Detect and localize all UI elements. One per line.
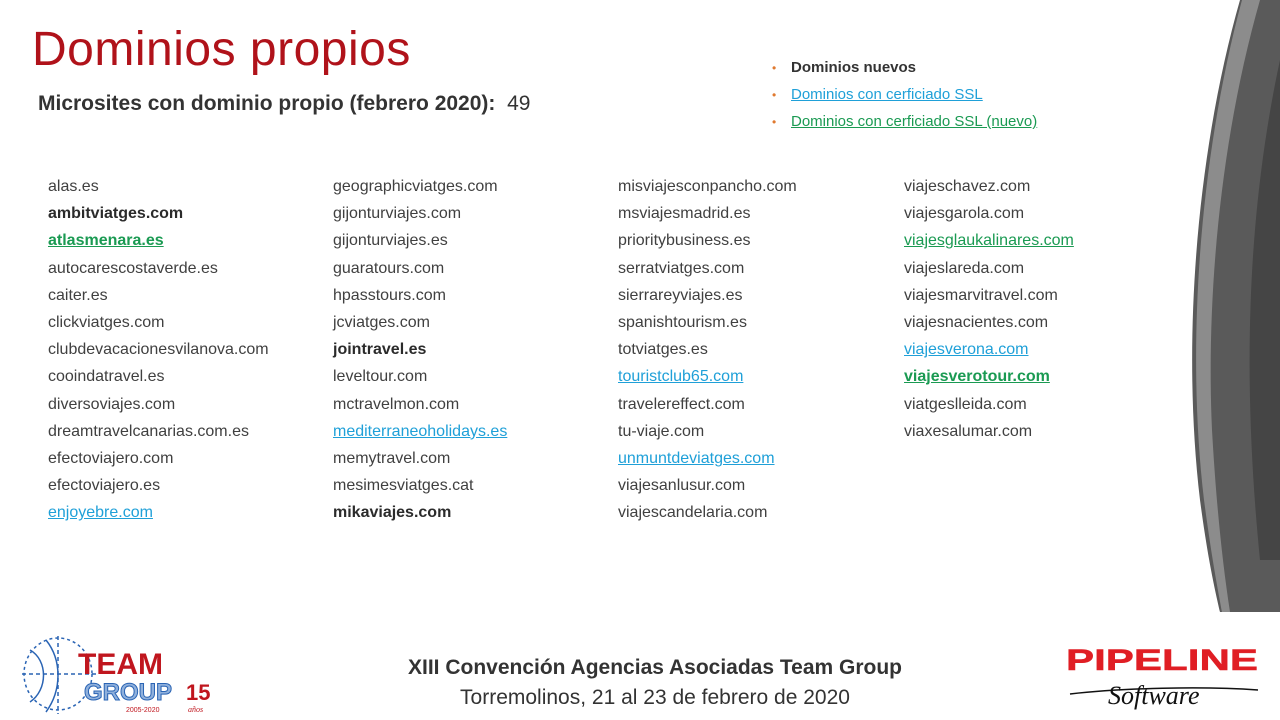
event-place-date: Torremolinos, 21 al 23 de febrero de 2020 xyxy=(460,686,850,709)
legend xyxy=(772,58,1037,139)
legend-item-new xyxy=(772,58,1037,85)
domain-link-ssl[interactable]: touristclub65.com xyxy=(618,368,744,386)
domain-item: caiter.es xyxy=(48,286,108,304)
domain-item: totviatges.es xyxy=(618,341,708,359)
domain-item: leveltour.com xyxy=(333,368,428,386)
domain-item: dreamtravelcanarias.com.es xyxy=(48,422,249,440)
domain-item: viajesgarola.com xyxy=(904,205,1025,223)
domain-item-new: mikaviajes.com xyxy=(333,504,452,522)
domain-item: hpasstours.com xyxy=(333,286,446,304)
domain-item: diversoviajes.com xyxy=(48,395,176,413)
domain-item: viajesanlusur.com xyxy=(618,477,746,495)
domain-link-ssl[interactable]: unmuntdeviatges.com xyxy=(618,449,775,467)
anniversary-years: 2005-2020 xyxy=(126,707,160,714)
domain-item-new: jointravel.es xyxy=(333,341,427,359)
domain-item: viatgeslleida.com xyxy=(904,395,1027,413)
microsites-count: 49 xyxy=(507,92,531,115)
microsites-colon: : xyxy=(488,92,496,115)
domain-item: sierrareyviajes.es xyxy=(618,286,743,304)
anniversary-number: 15 xyxy=(186,680,211,705)
pipeline-word: PIPELINE xyxy=(1066,644,1258,677)
software-word: Software xyxy=(1108,681,1200,710)
decorative-corner-swoosh xyxy=(1170,0,1280,612)
domain-item: guaratours.com xyxy=(333,259,445,277)
legend-item-ssl xyxy=(772,85,1037,112)
domain-item: viajesmarvitravel.com xyxy=(904,286,1058,304)
domain-item: efectoviajero.com xyxy=(48,449,174,467)
domain-link-ssl[interactable]: enjoyebre.com xyxy=(48,504,153,522)
legend-label-new: Dominios nuevos xyxy=(791,59,917,76)
domain-item: viajescandelaria.com xyxy=(618,504,768,522)
domain-item: efectoviajero.es xyxy=(48,477,161,495)
group-word: GROUP xyxy=(84,679,173,706)
domain-link-ssl-new[interactable]: viajesverotour.com xyxy=(904,368,1050,386)
anniversary-anos: años xyxy=(188,705,204,714)
domain-link-ssl[interactable]: viajesglaukalinares.com xyxy=(904,232,1074,250)
legend-label-ssl[interactable]: Dominios con cerficiado SSL xyxy=(791,86,983,103)
domain-item: clubdevacacionesvilanova.com xyxy=(48,341,269,359)
domain-item: clickviatges.com xyxy=(48,313,165,331)
legend-label-ssl-new[interactable]: Dominios con cerficiado SSL (nuevo) xyxy=(791,113,1038,130)
domain-item: mesimesviatges.cat xyxy=(333,477,474,495)
domain-item: serratviatges.com xyxy=(618,259,745,277)
domain-column-1 xyxy=(48,177,269,530)
microsites-label: Microsites con dominio propio (febrero 2020) xyxy=(38,92,489,115)
domain-item: travelereffect.com xyxy=(618,395,745,413)
domain-item: tu-viaje.com xyxy=(618,422,705,440)
domain-item: viaxesalumar.com xyxy=(904,422,1033,440)
domain-item: viajesnacientes.com xyxy=(904,313,1049,331)
legend-item-ssl-new xyxy=(772,112,1037,139)
microsites-summary xyxy=(38,92,530,116)
pipeline-software-logo xyxy=(1062,638,1267,718)
domain-item: gijonturviajes.es xyxy=(333,232,448,250)
domain-item: msviajesmadrid.es xyxy=(618,205,751,223)
team-word: TEAM xyxy=(78,648,163,681)
domain-item: misviajesconpancho.com xyxy=(618,178,797,195)
domain-column-4 xyxy=(904,177,1074,449)
domain-item: alas.es xyxy=(48,178,99,195)
domain-item: gijonturviajes.com xyxy=(333,205,462,223)
domain-item: autocarescostaverde.es xyxy=(48,259,218,277)
domain-item: spanishtourism.es xyxy=(618,313,747,331)
domain-item: viajeschavez.com xyxy=(904,178,1031,195)
domain-item: jcviatges.com xyxy=(333,313,430,331)
event-footer xyxy=(340,656,970,710)
page-title: Dominios propios xyxy=(32,23,411,76)
domain-item: mctravelmon.com xyxy=(333,395,460,413)
domain-item-new: ambitviatges.com xyxy=(48,205,184,223)
domain-item: prioritybusiness.es xyxy=(618,232,751,250)
domain-item: viajeslareda.com xyxy=(904,259,1025,277)
domain-link-ssl-new[interactable]: atlasmenara.es xyxy=(48,232,164,250)
event-name: XIII Convención Agencias Asociadas Team Group xyxy=(407,656,902,679)
domain-item: memytravel.com xyxy=(333,449,451,467)
domain-item: geographicviatges.com xyxy=(333,178,498,195)
domain-column-3 xyxy=(618,177,797,530)
team-group-logo xyxy=(18,630,218,720)
domain-link-ssl[interactable]: viajesverona.com xyxy=(904,341,1029,359)
domain-item: cooindatravel.es xyxy=(48,368,165,386)
domain-link-ssl[interactable]: mediterraneoholidays.es xyxy=(333,422,508,440)
domain-column-2 xyxy=(333,177,507,530)
